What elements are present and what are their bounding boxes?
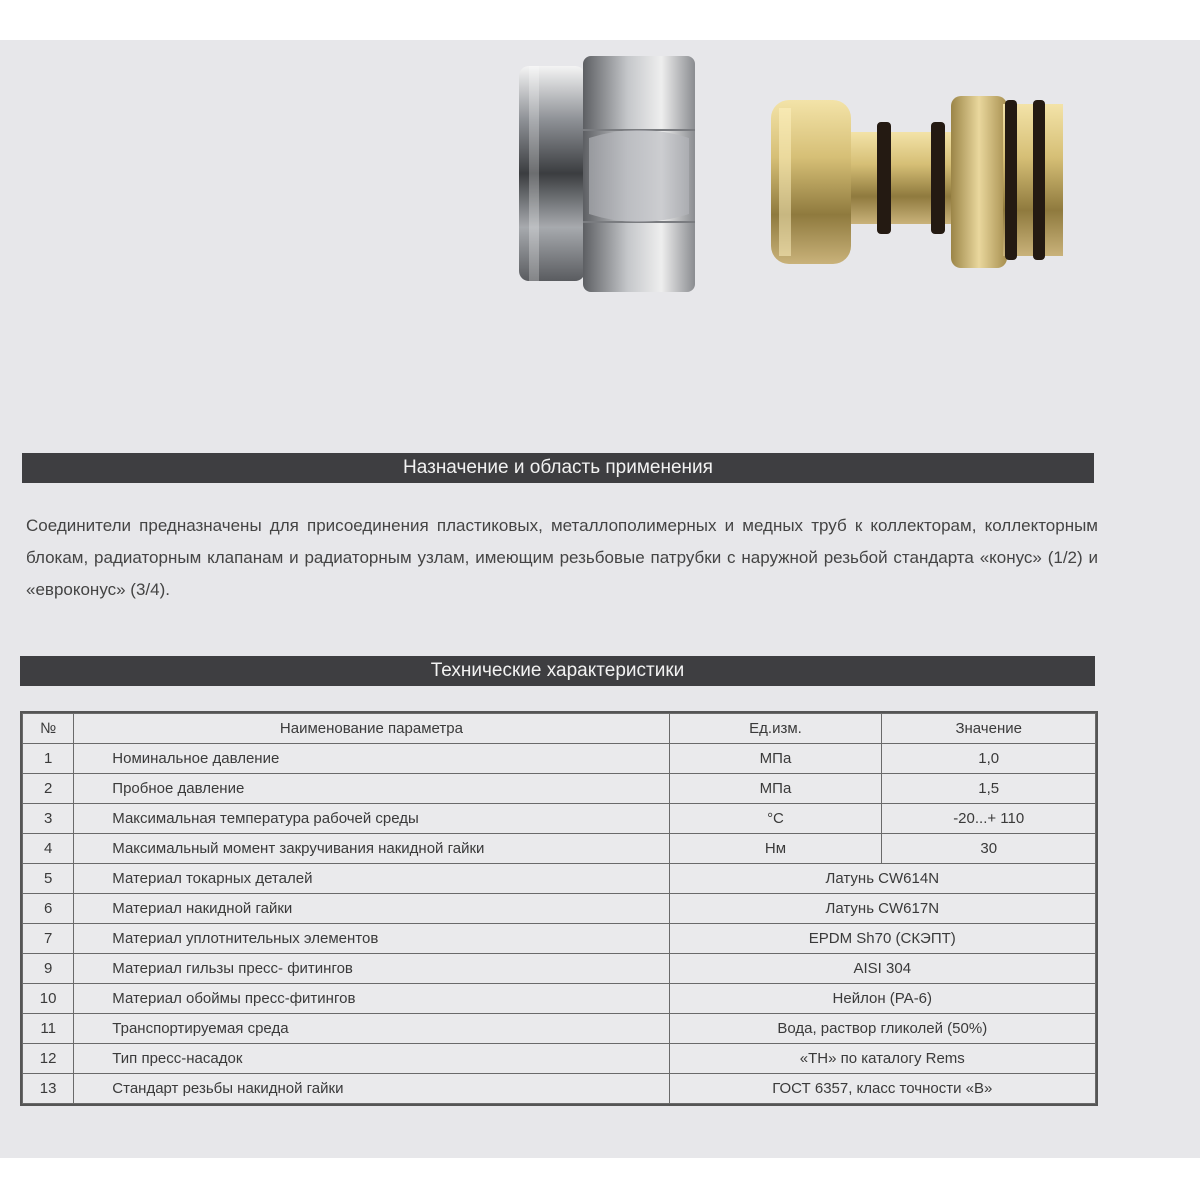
row-parameter: Материал обоймы пресс-фитингов: [74, 984, 669, 1014]
row-merged-value: Латунь CW617N: [669, 894, 1095, 924]
table-row: [23, 1014, 1096, 1044]
row-parameter: Материал гильзы пресс- фитингов: [74, 954, 669, 984]
row-number: 7: [23, 924, 74, 954]
row-number: 9: [23, 954, 74, 984]
row-merged-value: Латунь CW614N: [669, 864, 1095, 894]
row-parameter: Номинальное давление: [74, 744, 669, 774]
table-row: [23, 834, 1096, 864]
table-row: [23, 1044, 1096, 1074]
header-number: №: [23, 714, 74, 744]
press-adapter-image: [771, 96, 1063, 268]
row-parameter: Стандарт резьбы накидной гайки: [74, 1074, 669, 1104]
row-merged-value: EPDM Sh70 (СКЭПТ): [669, 924, 1095, 954]
row-number: 13: [23, 1074, 74, 1104]
table-row: [23, 924, 1096, 954]
row-merged-value: ГОСТ 6357, класс точности «В»: [669, 1074, 1095, 1104]
row-parameter: Пробное давление: [74, 774, 669, 804]
section-title-specs: Технические характеристики: [20, 656, 1095, 686]
row-merged-value: Вода, раствор гликолей (50%): [669, 1014, 1095, 1044]
table-row: [23, 864, 1096, 894]
row-value: 1,0: [882, 744, 1096, 774]
table-row: [23, 894, 1096, 924]
header-value: Значение: [882, 714, 1096, 744]
row-unit: МПа: [669, 774, 882, 804]
row-parameter: Материал накидной гайки: [74, 894, 669, 924]
row-parameter: Максимальный момент закручивания накидной гайки: [74, 834, 669, 864]
table-row: [23, 744, 1096, 774]
row-number: 4: [23, 834, 74, 864]
row-number: 1: [23, 744, 74, 774]
row-unit: МПа: [669, 744, 882, 774]
row-parameter: Максимальная температура рабочей среды: [74, 804, 669, 834]
table-row: [23, 984, 1096, 1014]
row-merged-value: «TH» по каталогу Rems: [669, 1044, 1095, 1074]
row-parameter: Материал токарных деталей: [74, 864, 669, 894]
row-parameter: Транспортируемая среда: [74, 1014, 669, 1044]
row-number: 2: [23, 774, 74, 804]
product-photo: [505, 52, 1075, 297]
row-number: 5: [23, 864, 74, 894]
table-row: [23, 1074, 1096, 1104]
row-value: -20...+ 110: [882, 804, 1096, 834]
compression-nut-image: [519, 56, 695, 292]
header-unit: Ед.изм.: [669, 714, 882, 744]
row-parameter: Тип пресс-насадок: [74, 1044, 669, 1074]
header-parameter: Наименование параметра: [74, 714, 669, 744]
table-header-row: [23, 714, 1096, 744]
row-value: 1,5: [882, 774, 1096, 804]
row-number: 3: [23, 804, 74, 834]
row-value: 30: [882, 834, 1096, 864]
table-row: [23, 954, 1096, 984]
row-number: 11: [23, 1014, 74, 1044]
row-unit: °С: [669, 804, 882, 834]
row-number: 10: [23, 984, 74, 1014]
table-row: [23, 774, 1096, 804]
table-row: [23, 804, 1096, 834]
row-merged-value: Нейлон (PA-6): [669, 984, 1095, 1014]
specifications-table: [22, 713, 1096, 1104]
row-number: 6: [23, 894, 74, 924]
section-title-purpose: Назначение и область применения: [22, 453, 1094, 483]
row-merged-value: AISI 304: [669, 954, 1095, 984]
purpose-description: Соединители предназначены для присоединения пластиковых, металлополимерных и медных труб к коллекторам, коллекторным блокам, радиаторным клапанам и радиаторным узлам, имеющим резьбовые патрубки с наружной резьбой стандарта «конус» (1/2) и «евроконус» (3/4).: [26, 516, 1098, 599]
row-unit: Нм: [669, 834, 882, 864]
row-number: 12: [23, 1044, 74, 1074]
row-parameter: Материал уплотнительных элементов: [74, 924, 669, 954]
